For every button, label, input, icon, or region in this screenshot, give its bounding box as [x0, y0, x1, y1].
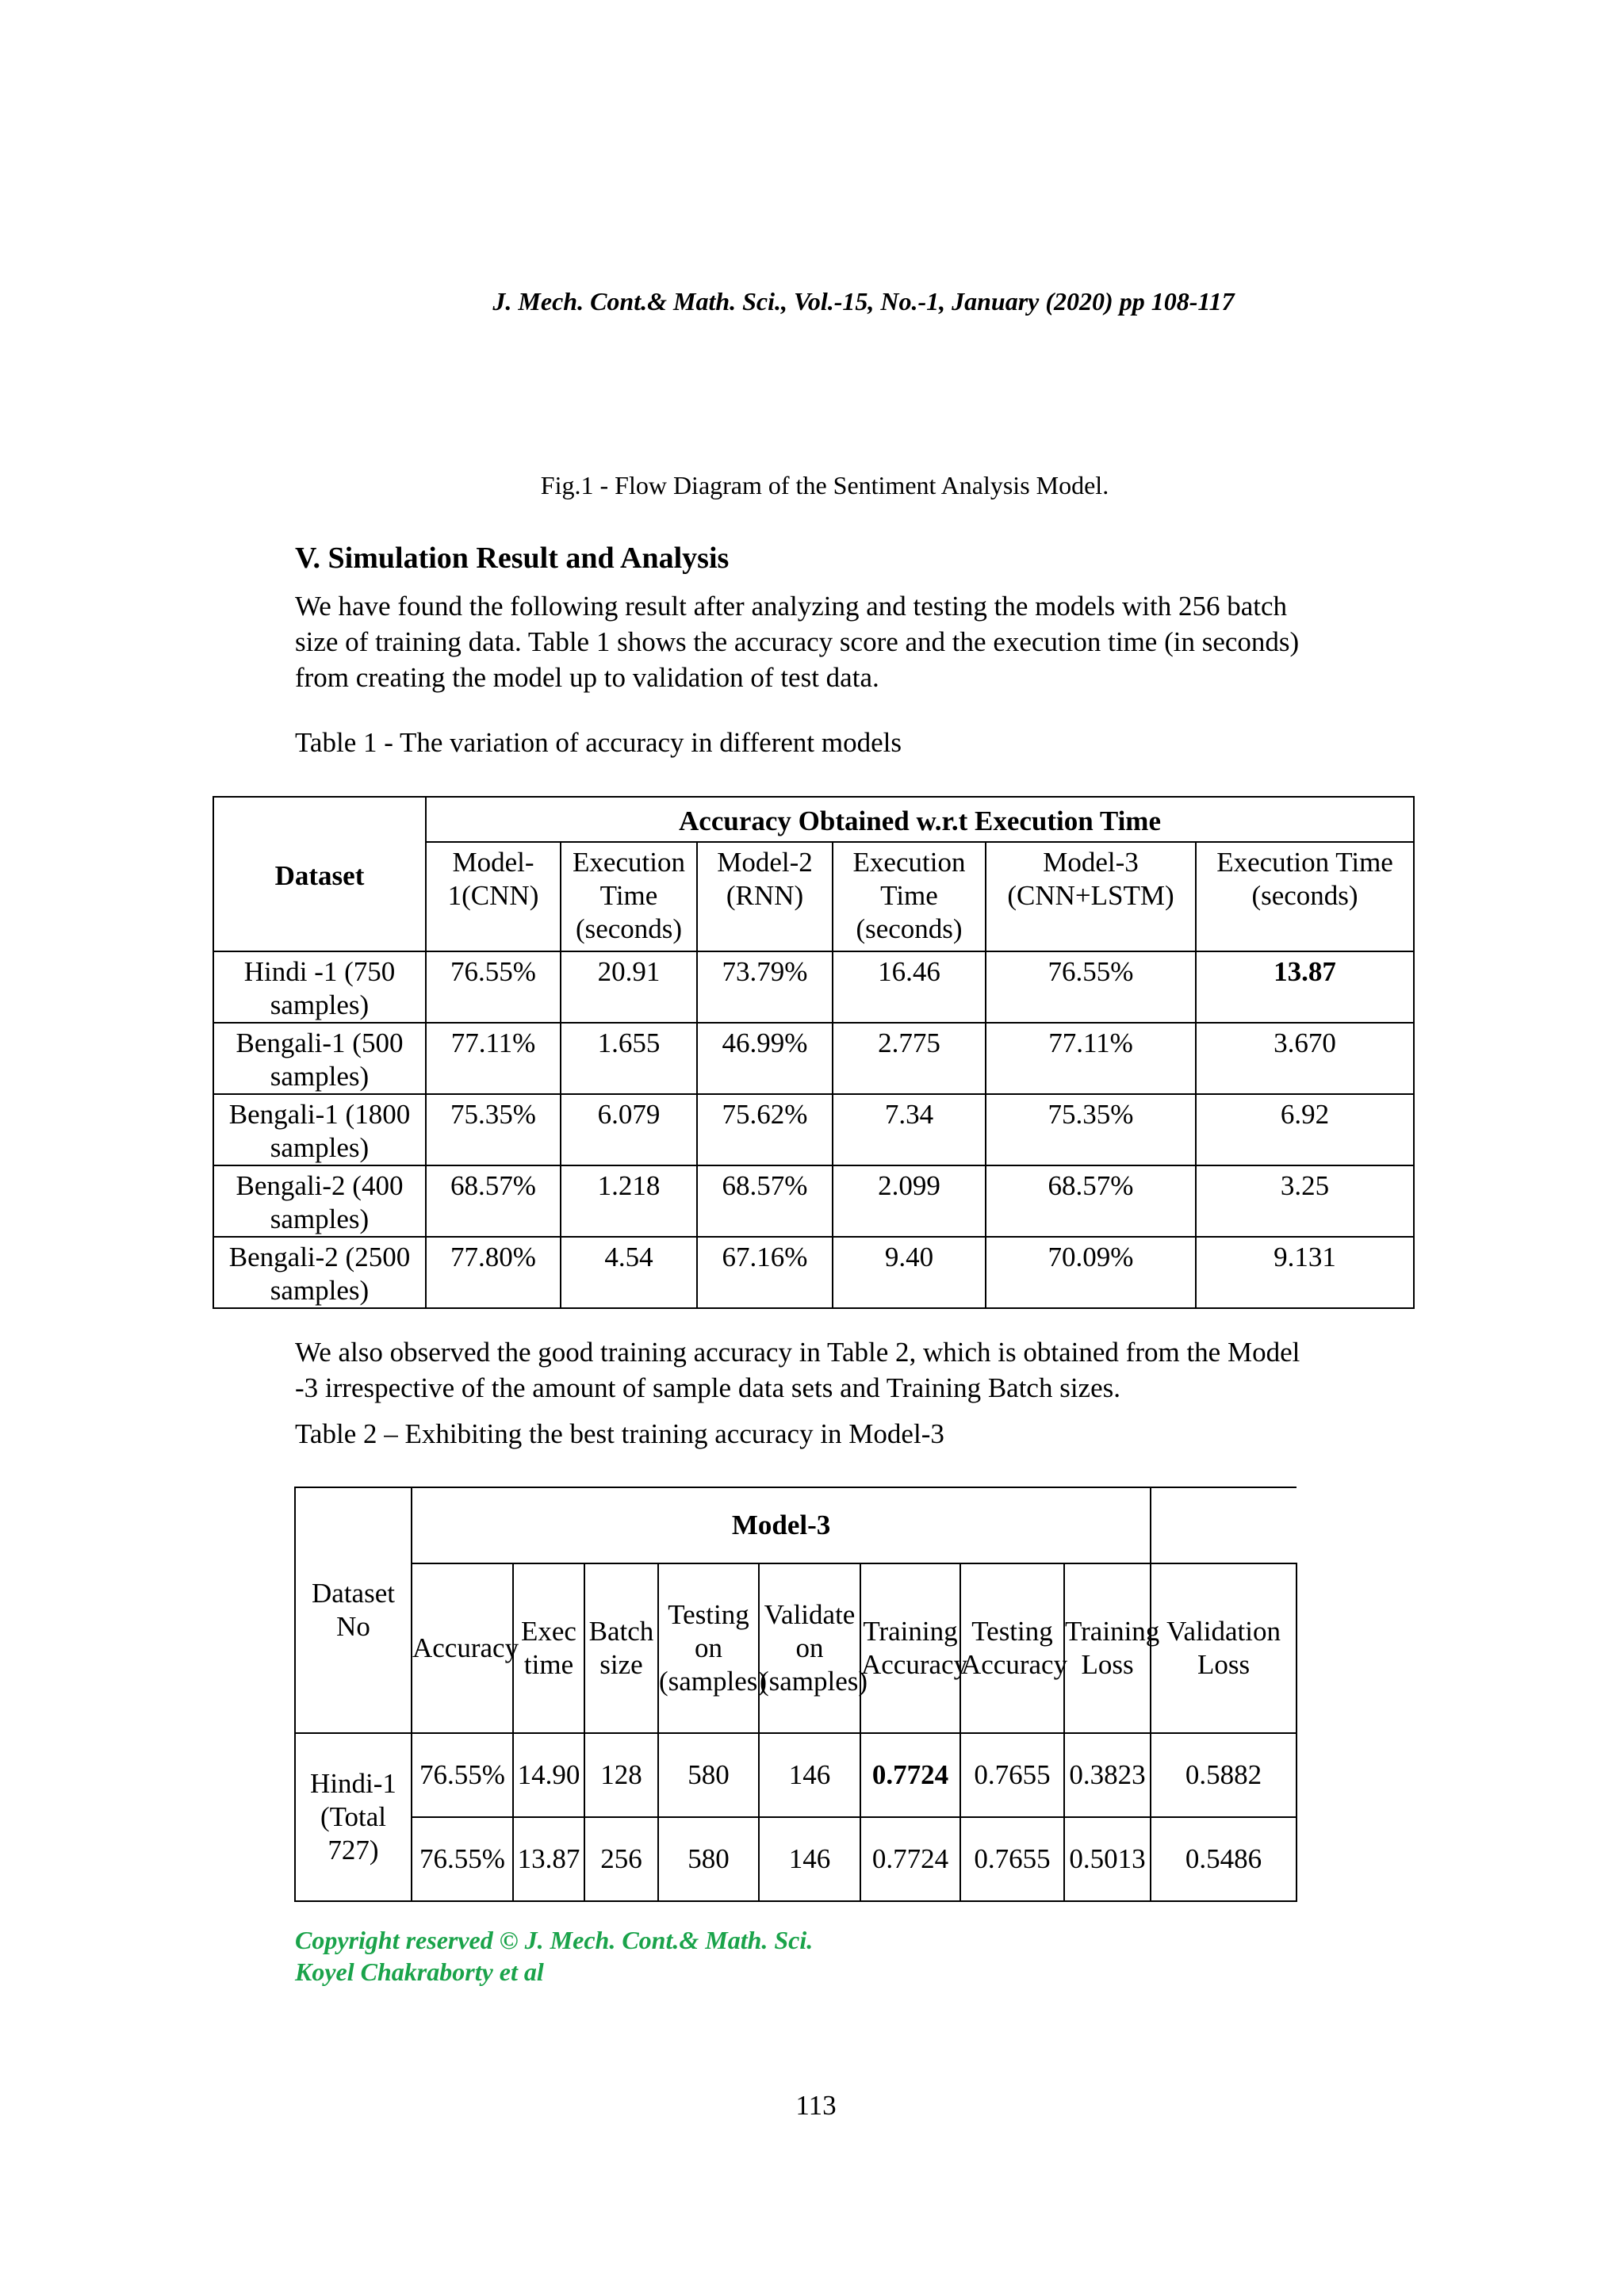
value-cell: 2.775	[833, 1023, 986, 1094]
column-header: Model-3 (CNN+LSTM)	[986, 842, 1196, 951]
value-cell: 9.40	[833, 1237, 986, 1308]
value-cell: 9.131	[1196, 1237, 1414, 1308]
journal-header: J. Mech. Cont.& Math. Sci., Vol.-15, No.-1, January (2020) pp 108-117	[492, 287, 1235, 316]
model3-table	[294, 1487, 1297, 1902]
column-header: Execution Time (seconds)	[833, 842, 986, 951]
value-cell: 75.62%	[697, 1094, 833, 1165]
intro-paragraph: We have found the following result after analyzing and testing the models with 256 batch size of training data. Table 1 shows the accuracy score and the execution time (in seconds) from creating the model up to validation of test data.	[295, 591, 1300, 693]
copyright-line: Copyright reserved © J. Mech. Cont.& Math. Sci.	[295, 1926, 814, 1954]
value-cell-highlight: 0.7724	[860, 1733, 960, 1817]
value-cell: 580	[658, 1733, 759, 1817]
column-header: Execution Time (seconds)	[561, 842, 697, 951]
column-header: Testing on (samples)	[658, 1563, 759, 1733]
figure-caption: Fig.1 - Flow Diagram of the Sentiment Analysis Model.	[540, 471, 1109, 499]
value-cell: 16.46	[833, 951, 986, 1023]
observation-paragraph: We also observed the good training accuracy in Table 2, which is obtained from the Model -3 irrespective of the amount of sample data sets and Training Batch sizes.	[295, 1337, 1300, 1403]
value-cell: 0.5486	[1151, 1817, 1297, 1901]
value-cell: 4.54	[561, 1237, 697, 1308]
table-row	[213, 1023, 1414, 1094]
group-header: Accuracy Obtained w.r.t Execution Time	[426, 797, 1414, 842]
value-cell: 146	[759, 1817, 860, 1901]
dataset-cell: Bengali-1 (500 samples)	[213, 1023, 426, 1094]
header-gap	[1151, 1487, 1297, 1563]
column-header: Validation Loss	[1151, 1563, 1297, 1733]
value-cell: 77.11%	[426, 1023, 561, 1094]
value-cell: 68.57%	[986, 1165, 1196, 1237]
value-cell: 76.55%	[412, 1733, 513, 1817]
column-header: Training Loss	[1064, 1563, 1151, 1733]
table1-caption: Table 1 - The variation of accuracy in different models	[295, 727, 902, 758]
dataset-header: Dataset No	[295, 1487, 412, 1733]
value-cell: 0.5013	[1064, 1817, 1151, 1901]
value-cell: 20.91	[561, 951, 697, 1023]
value-cell: 76.55%	[412, 1817, 513, 1901]
value-cell: 0.7655	[960, 1817, 1064, 1901]
table-row	[295, 1817, 1297, 1901]
value-cell: 256	[584, 1817, 658, 1901]
copyright-footer	[295, 1924, 813, 1988]
value-cell: 0.3823	[1064, 1733, 1151, 1817]
table-row	[213, 1165, 1414, 1237]
dataset-cell: Hindi-1 (Total 727)	[295, 1733, 412, 1901]
value-cell: 6.079	[561, 1094, 697, 1165]
value-cell: 3.670	[1196, 1023, 1414, 1094]
section-heading: V. Simulation Result and Analysis	[295, 541, 730, 575]
value-cell: 14.90	[513, 1733, 584, 1817]
column-header: Model-1(CNN)	[426, 842, 561, 951]
value-cell: 0.7655	[960, 1733, 1064, 1817]
authors-line: Koyel Chakraborty et al	[295, 1957, 544, 1986]
table-row	[213, 1237, 1414, 1308]
value-cell: 0.5882	[1151, 1733, 1297, 1817]
column-header: Execution Time (seconds)	[1196, 842, 1414, 951]
value-cell: 77.80%	[426, 1237, 561, 1308]
value-cell: 6.92	[1196, 1094, 1414, 1165]
dataset-cell: Bengali-1 (1800 samples)	[213, 1094, 426, 1165]
column-header: Batch size	[584, 1563, 658, 1733]
value-cell: 73.79%	[697, 951, 833, 1023]
value-cell: 75.35%	[426, 1094, 561, 1165]
table-row	[213, 1094, 1414, 1165]
column-header: Exec time	[513, 1563, 584, 1733]
value-cell: 1.218	[561, 1165, 697, 1237]
value-cell: 67.16%	[697, 1237, 833, 1308]
value-cell: 128	[584, 1733, 658, 1817]
value-cell: 68.57%	[697, 1165, 833, 1237]
value-cell: 3.25	[1196, 1165, 1414, 1237]
column-header: Accuracy	[412, 1563, 513, 1733]
value-cell: 70.09%	[986, 1237, 1196, 1308]
value-cell: 7.34	[833, 1094, 986, 1165]
value-cell: 0.7724	[860, 1817, 960, 1901]
table-row	[213, 951, 1414, 1023]
value-cell-highlight: 13.87	[1196, 951, 1414, 1023]
dataset-cell: Bengali-2 (2500 samples)	[213, 1237, 426, 1308]
value-cell: 75.35%	[986, 1094, 1196, 1165]
value-cell: 77.11%	[986, 1023, 1196, 1094]
dataset-header: Dataset	[213, 797, 426, 951]
column-header: Training Accuracy	[860, 1563, 960, 1733]
table-row	[295, 1733, 1297, 1817]
value-cell: 76.55%	[986, 951, 1196, 1023]
dataset-cell: Hindi -1 (750 samples)	[213, 951, 426, 1023]
column-header: Model-2 (RNN)	[697, 842, 833, 951]
value-cell: 76.55%	[426, 951, 561, 1023]
value-cell: 146	[759, 1733, 860, 1817]
column-header: Testing Accuracy	[960, 1563, 1064, 1733]
value-cell: 68.57%	[426, 1165, 561, 1237]
table2-caption: Table 2 – Exhibiting the best training accuracy in Model-3	[295, 1418, 944, 1449]
group-header: Model-3	[412, 1487, 1151, 1563]
value-cell: 46.99%	[697, 1023, 833, 1094]
dataset-cell: Bengali-2 (400 samples)	[213, 1165, 426, 1237]
accuracy-table	[213, 796, 1415, 1309]
page-number: 113	[795, 2090, 837, 2121]
value-cell: 13.87	[513, 1817, 584, 1901]
value-cell: 2.099	[833, 1165, 986, 1237]
column-header: Validate on (samples)	[759, 1563, 860, 1733]
value-cell: 1.655	[561, 1023, 697, 1094]
value-cell: 580	[658, 1817, 759, 1901]
